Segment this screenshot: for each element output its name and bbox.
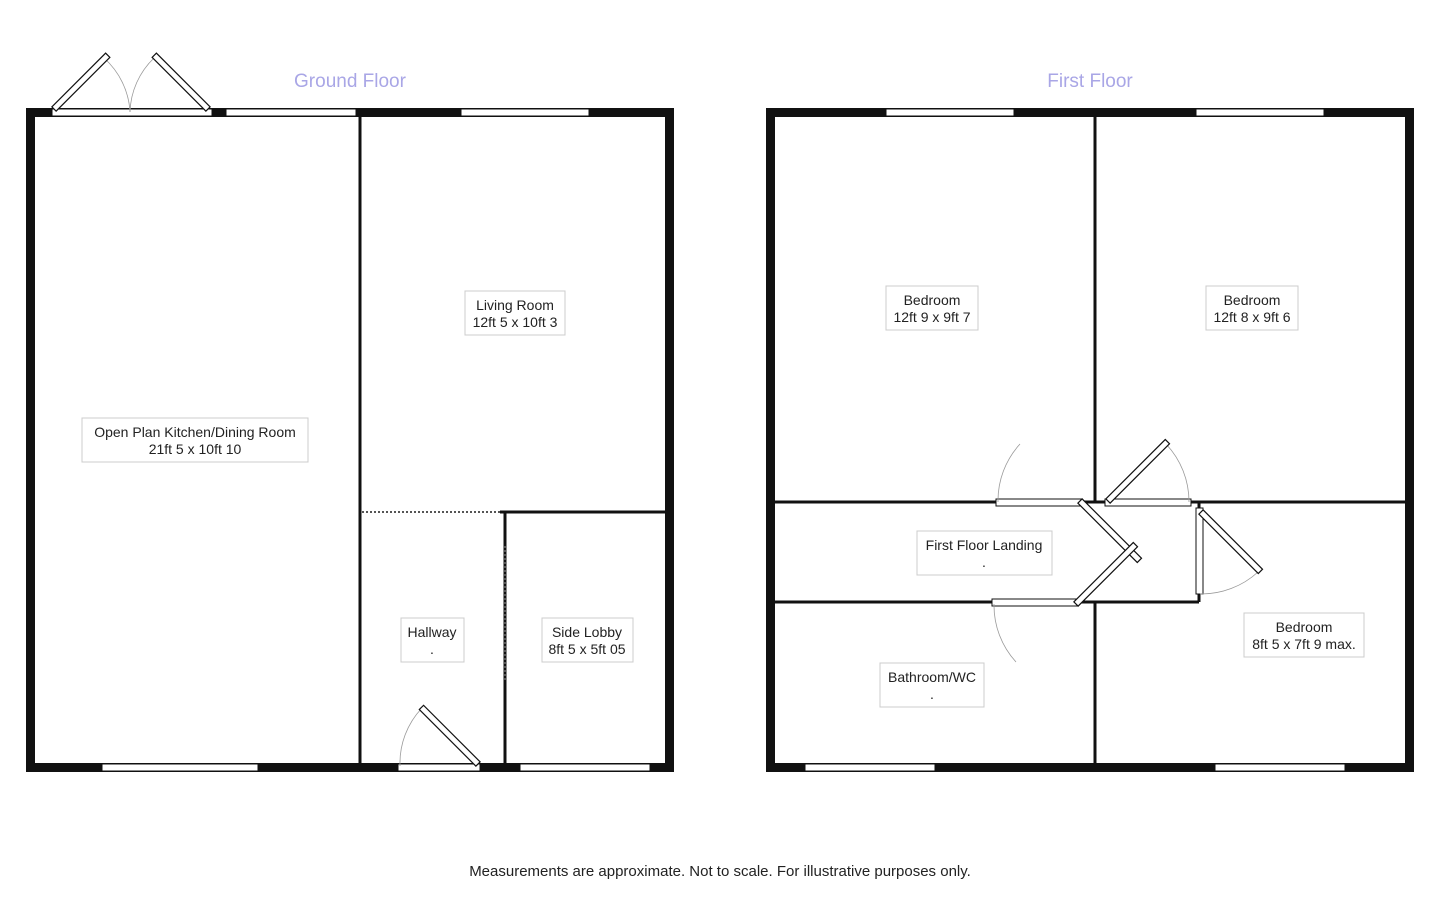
hallway-door-arc bbox=[400, 708, 422, 766]
room-dimensions: 8ft 5 x 7ft 9 max. bbox=[1252, 636, 1356, 652]
first-floor bbox=[771, 71, 1410, 771]
window-bedroom3-bottom bbox=[1215, 764, 1345, 771]
bedroom1-door-arc bbox=[998, 444, 1020, 502]
room-dimensions: . bbox=[982, 554, 986, 570]
label-bedroom-2 bbox=[1206, 286, 1298, 330]
window-kitchen-top bbox=[226, 109, 356, 116]
room-dimensions: 12ft 5 x 10ft 3 bbox=[472, 314, 558, 330]
first-floor-title: First Floor bbox=[1047, 71, 1133, 92]
french-door-right-leaf bbox=[152, 53, 210, 111]
bathroom-door-threshold bbox=[992, 599, 1078, 606]
room-name: Bedroom bbox=[903, 292, 961, 308]
bedroom2-door-leaf bbox=[1106, 439, 1170, 503]
french-door-arc-left bbox=[104, 58, 130, 112]
room-name: First Floor Landing bbox=[925, 537, 1043, 553]
bathroom-door-arc bbox=[994, 604, 1016, 662]
room-name: Bathroom/WC bbox=[888, 669, 976, 685]
label-kitchen-dining bbox=[82, 418, 308, 462]
window-bedroom2-top bbox=[1196, 109, 1324, 116]
disclaimer-footer: Measurements are approximate. Not to scale. For illustrative purposes only. bbox=[469, 863, 971, 880]
label-bedroom-1 bbox=[886, 286, 978, 330]
ground-floor-title: Ground Floor bbox=[294, 71, 406, 92]
room-name: Bedroom bbox=[1275, 619, 1333, 635]
first-floor-outer-wall bbox=[771, 113, 1410, 768]
room-dimensions: . bbox=[930, 686, 934, 702]
bedroom1-door-threshold bbox=[996, 499, 1082, 506]
room-dimensions: 12ft 8 x 9ft 6 bbox=[1213, 309, 1291, 325]
label-side-lobby bbox=[542, 618, 633, 662]
bedroom3-door-arc bbox=[1200, 572, 1258, 594]
window-kitchen-bottom bbox=[102, 764, 258, 771]
room-name: Side Lobby bbox=[551, 624, 623, 640]
hallway-door-leaf bbox=[419, 705, 480, 766]
room-dimensions: 8ft 5 x 5ft 05 bbox=[548, 641, 626, 657]
label-living-room bbox=[465, 291, 565, 335]
window-bathroom-bottom bbox=[805, 764, 935, 771]
label-landing bbox=[917, 531, 1052, 575]
label-hallway bbox=[401, 618, 464, 662]
room-name: Hallway bbox=[407, 624, 457, 640]
bedroom3-door-leaf bbox=[1199, 510, 1263, 574]
window-bedroom1-top bbox=[886, 109, 1014, 116]
window-lobby-bottom bbox=[520, 764, 650, 771]
french-door-threshold bbox=[52, 109, 212, 116]
label-bathroom bbox=[880, 663, 984, 707]
window-living-top bbox=[461, 109, 589, 116]
room-dimensions: 21ft 5 x 10ft 10 bbox=[148, 441, 242, 457]
bedroom3-door-threshold bbox=[1196, 508, 1203, 594]
label-bedroom-3 bbox=[1244, 613, 1364, 657]
room-dimensions: 12ft 9 x 9ft 7 bbox=[893, 309, 971, 325]
bathroom-door-leaf bbox=[1074, 542, 1138, 606]
hallway-front-door-threshold bbox=[398, 764, 480, 771]
room-dimensions: . bbox=[430, 641, 434, 657]
bedroom2-door-threshold bbox=[1105, 499, 1191, 506]
room-name: Bedroom bbox=[1223, 292, 1281, 308]
french-door-left-leaf bbox=[52, 53, 110, 111]
french-door-arc-right bbox=[130, 58, 154, 112]
bedroom2-door-arc bbox=[1166, 444, 1189, 502]
room-name: Living Room bbox=[476, 297, 554, 313]
ground-floor bbox=[31, 53, 670, 771]
room-name: Open Plan Kitchen/Dining Room bbox=[94, 424, 296, 440]
